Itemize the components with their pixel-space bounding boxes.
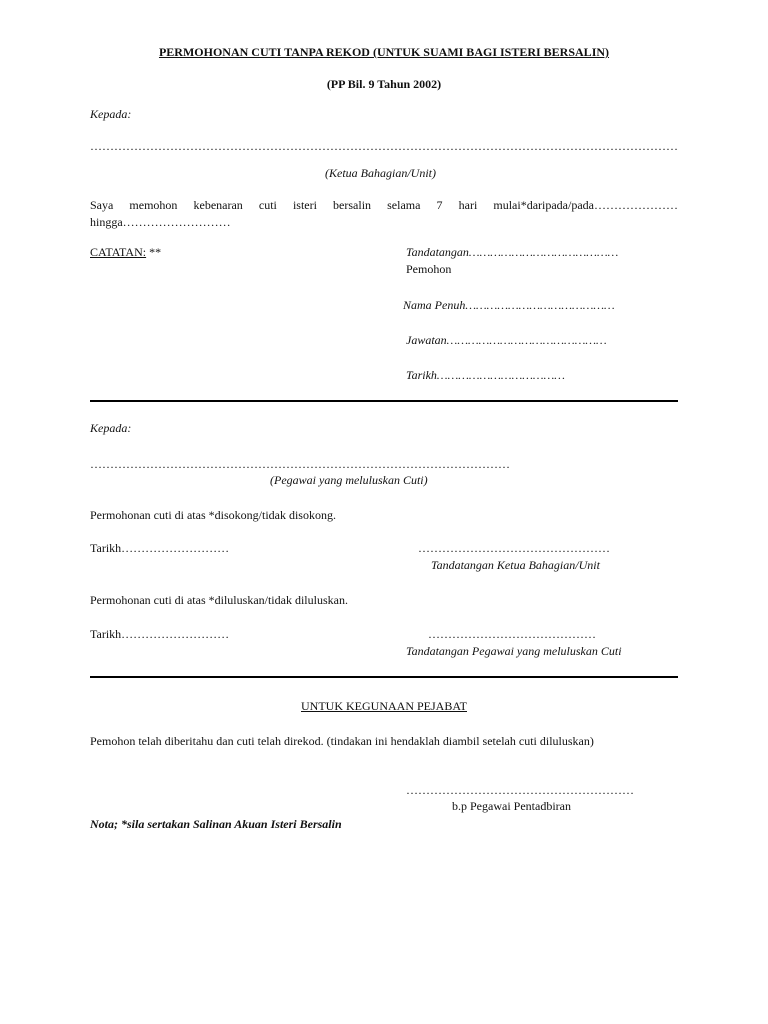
divider-1 (90, 400, 678, 402)
pemohon-label: Pemohon (406, 262, 452, 276)
request-line-1: Saya memohon kebenaran cuti isteri bersalin selama 7 hari mulai*daripada/pada………………… (90, 198, 678, 212)
signature-dots-pegawai: …………………………………… (428, 627, 596, 641)
sokong-text: Permohonan cuti di atas *disokong/tidak disokong. (90, 508, 336, 522)
kepada-dots: ………………………………………………………………………………………………………………………………… (90, 139, 678, 153)
nama-penuh-field: Nama Penuh…………………………………… (403, 298, 615, 312)
request-line-2: hingga……………………… (90, 215, 231, 229)
tarikh-field-2: Tarikh……………………… (90, 541, 230, 555)
jawatan-field: Jawatan……………………………………… (406, 333, 607, 347)
divider-2 (90, 676, 678, 678)
signature-label-ketua: Tandatangan Ketua Bahagian/Unit (431, 558, 600, 572)
pegawai-caption: (Pegawai yang meluluskan Cuti) (270, 473, 428, 487)
form-subtitle: (PP Bil. 9 Tahun 2002) (326, 77, 442, 91)
kepada-label: Kepada: (90, 107, 132, 121)
tarikh-field: Tarikh……………………………… (406, 368, 565, 382)
signature-dots-admin: ………………………………………………… (406, 783, 634, 797)
kepada-label-2: Kepada: (90, 421, 132, 435)
tarikh-field-3: Tarikh……………………… (90, 627, 230, 641)
admin-label: b.p Pegawai Pentadbiran (452, 799, 571, 813)
office-use-heading: UNTUK KEGUNAAN PEJABAT (301, 699, 467, 713)
lulus-text: Permohonan cuti di atas *diluluskan/tidak diluluskan. (90, 593, 348, 607)
catatan-label: CATATAN: (90, 245, 147, 259)
form-title: PERMOHONAN CUTI TANPA REKOD (UNTUK SUAMI BAGI ISTERI BERSALIN) (158, 45, 610, 59)
tandatangan-field: Tandatangan…………………………………… (406, 245, 619, 259)
catatan-marks: ** (146, 245, 162, 259)
signature-dots-ketua: ………………………………………… (418, 541, 610, 555)
ketua-caption: (Ketua Bahagian/Unit) (325, 166, 436, 180)
signature-label-pegawai: Tandatangan Pegawai yang meluluskan Cuti (406, 644, 622, 658)
catatan-note (90, 245, 161, 259)
kepada-dots-2: …………………………………………………………………………………………… (90, 457, 510, 471)
office-statement: Pemohon telah diberitahu dan cuti telah direkod. (tindakan ini hendaklah diambil setelah cuti diluluskan) (90, 734, 594, 748)
nota-text: Nota; *sila sertakan Salinan Akuan Isteri Bersalin (90, 817, 342, 831)
